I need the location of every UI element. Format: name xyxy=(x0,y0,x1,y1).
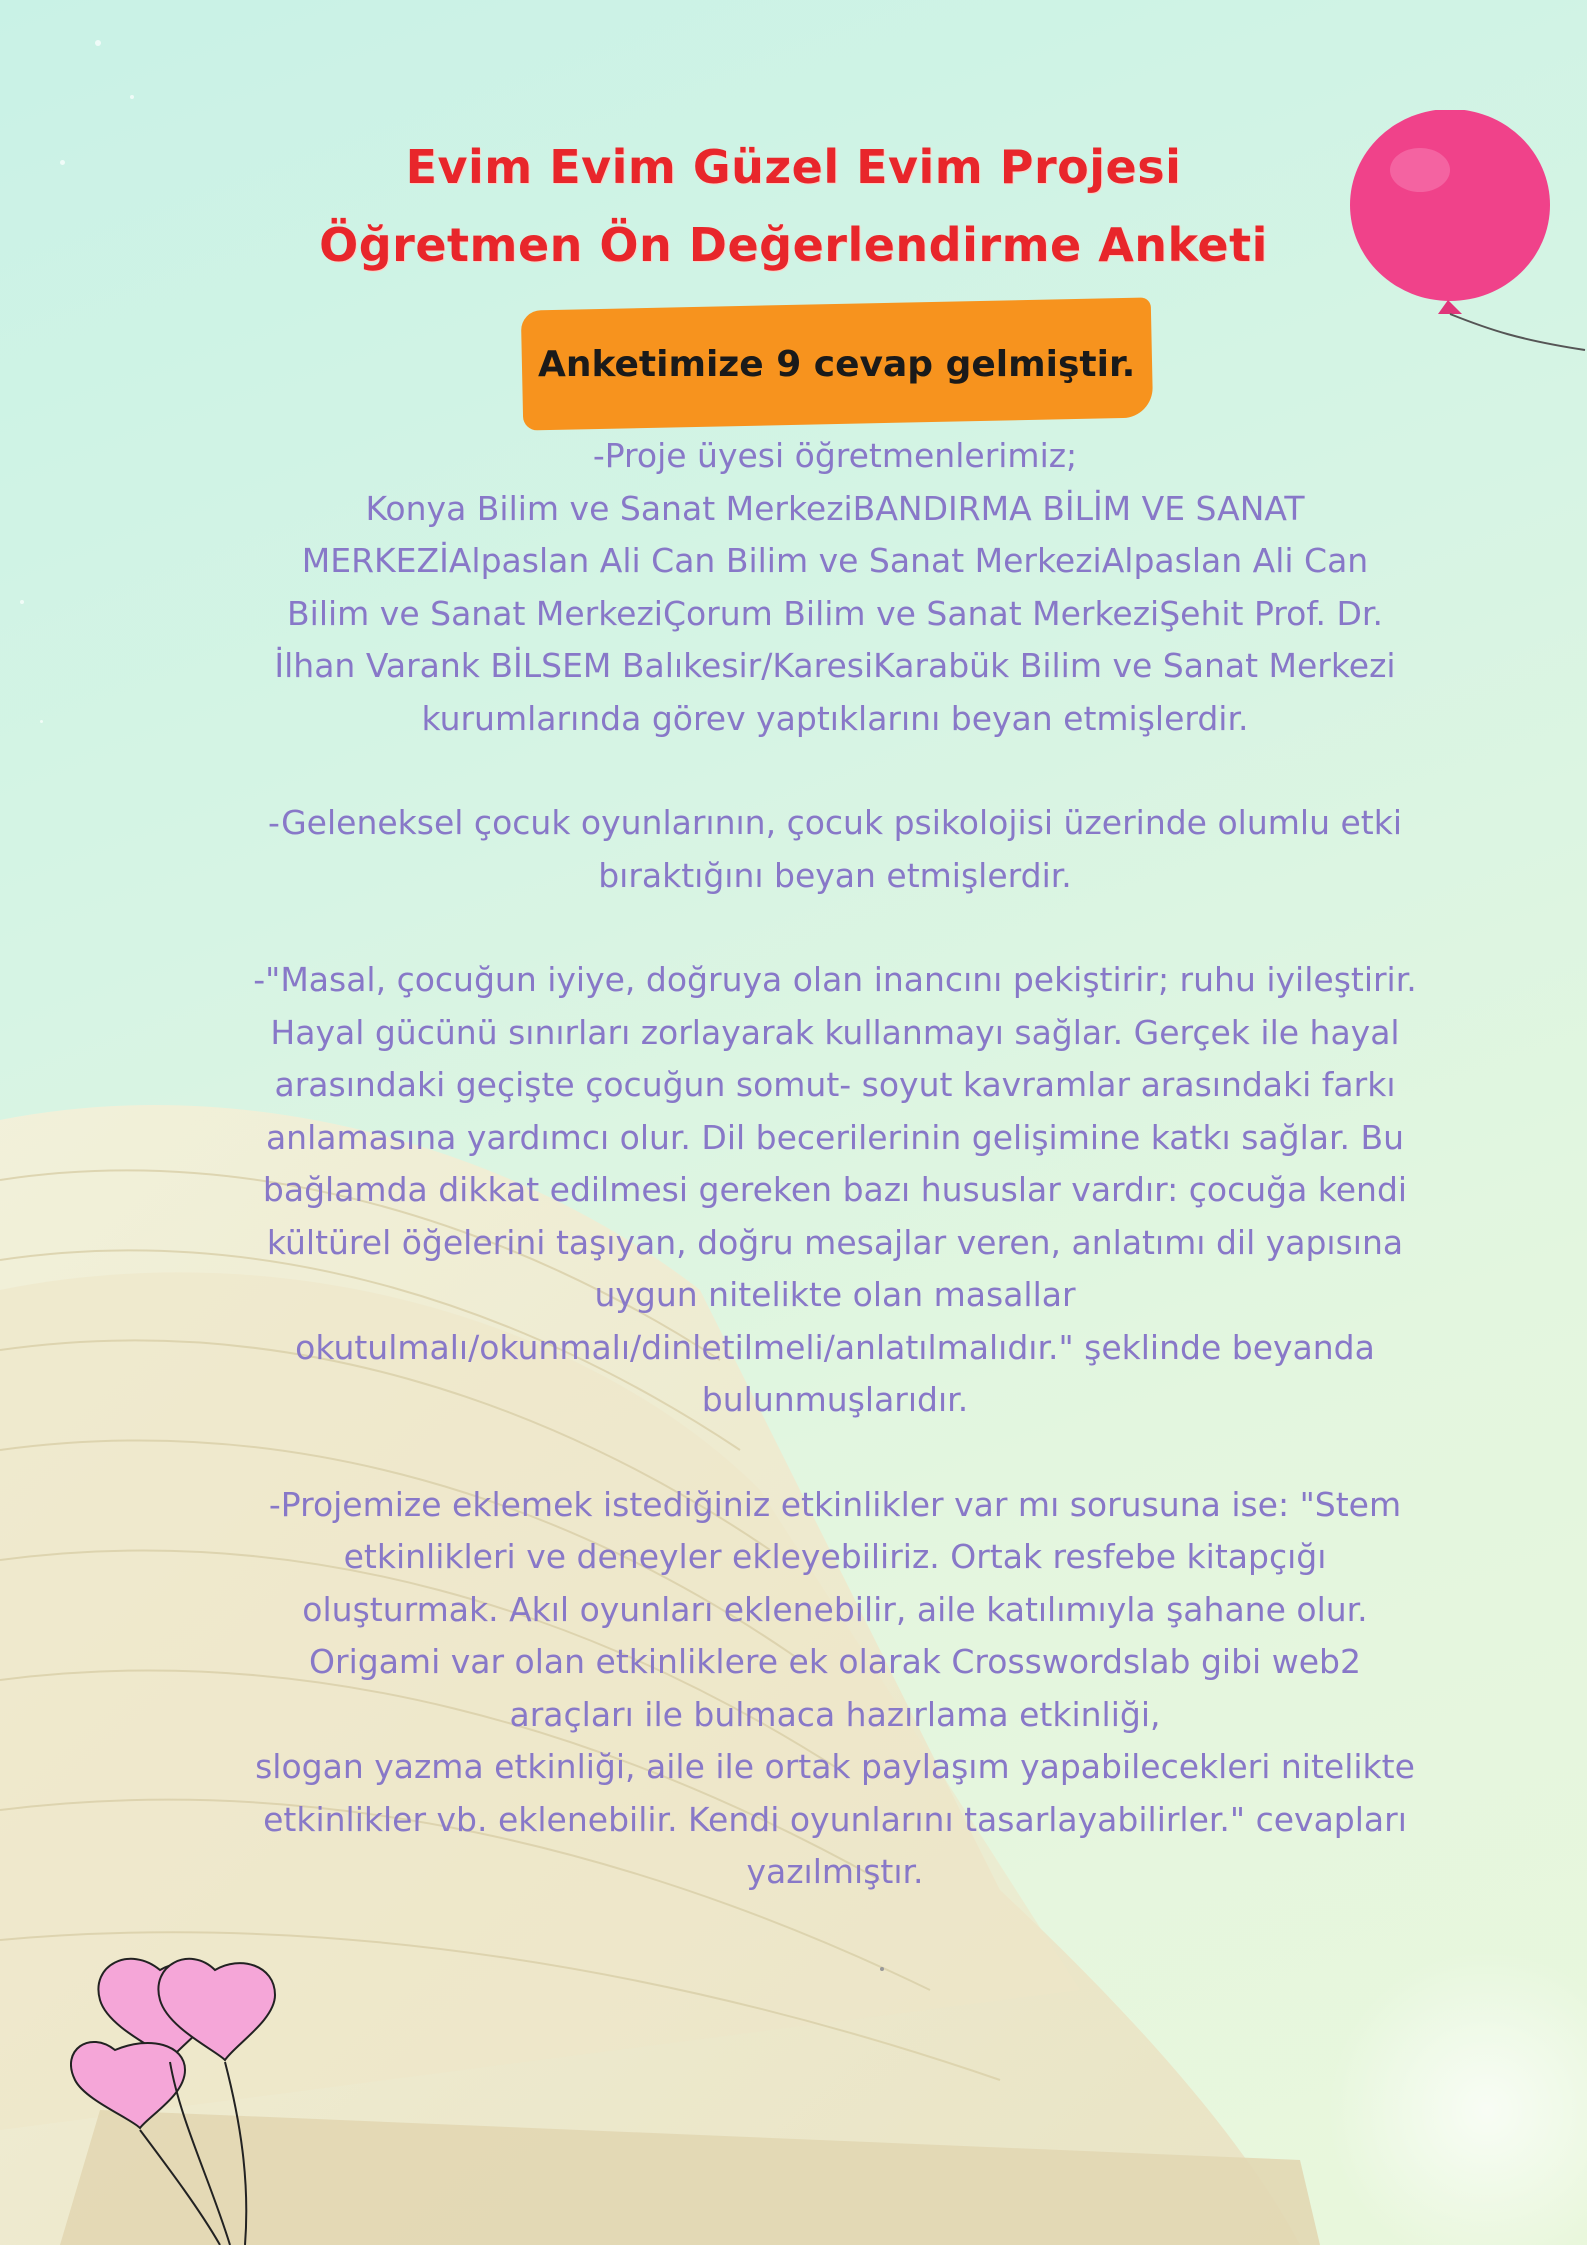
survey-summary xyxy=(185,430,1485,1951)
sparkle xyxy=(40,720,43,723)
summary-paragraph xyxy=(185,797,1485,902)
summary-line: Bilim ve Sanat MerkeziÇorum Bilim ve Sanat MerkeziŞehit Prof. Dr. xyxy=(287,593,1383,633)
summary-line: Hayal gücünü sınırları zorlayarak kullanmayı sağlar. Gerçek ile hayal xyxy=(270,1012,1400,1052)
summary-line: anlamasına yardımcı olur. Dil becerilerinin gelişimine katkı sağlar. Bu xyxy=(265,1117,1405,1157)
summary-line: yazılmıştır. xyxy=(746,1852,924,1891)
summary-line: slogan yazma etkinliği, aile ile ortak paylaşım yapabilecekleri nitelikte xyxy=(255,1747,1415,1786)
summary-line: uygun nitelikte olan masallar xyxy=(594,1275,1076,1314)
summary-line: arasındaki geçişte çocuğun somut- soyut kavramlar arasındaki farkı xyxy=(274,1065,1396,1104)
summary-line: araçları ile bulmaca hazırlama etkinliği, xyxy=(509,1694,1161,1734)
summary-line: bıraktığını beyan etmişlerdir. xyxy=(598,855,1072,895)
sparkle xyxy=(20,600,24,604)
summary-line: -"Masal, çocuğun iyiye, doğruya olan inancını pekiştirir; ruhu iyileştirir. xyxy=(253,960,1417,999)
summary-line: -Geleneksel çocuk oyunlarının, çocuk psikolojisi üzerinde olumlu etki xyxy=(267,803,1402,842)
summary-line: oluşturmak. Akıl oyunları eklenebilir, aile katılımıyla şahane olur. xyxy=(302,1589,1368,1629)
summary-line: etkinlikler vb. eklenebilir. Kendi oyunlarını tasarlayabilirler." cevapları xyxy=(263,1799,1407,1839)
summary-line: İlhan Varank BİLSEM Balıkesir/KaresiKarabük Bilim ve Sanat Merkezi xyxy=(274,646,1396,685)
summary-line: kültürel öğelerini taşıyan, doğru mesajlar veren, anlatımı dil yapısına xyxy=(266,1222,1404,1262)
heart-balloons-icon xyxy=(70,1950,330,2245)
summary-line: Konya Bilim ve Sanat MerkeziBANDIRMA BİLİM VE SANAT xyxy=(365,488,1305,528)
summary-line: okutulmalı/okunmalı/dinletilmeli/anlatılmalıdır." şeklinde beyanda xyxy=(295,1327,1375,1367)
page-title-line-1: Evim Evim Güzel Evim Projesi xyxy=(405,140,1182,194)
summary-paragraph xyxy=(185,954,1485,1427)
page-title-line-2: Öğretmen Ön Değerlendirme Anketi xyxy=(319,218,1268,272)
summary-line: bulunmuşlarıdır. xyxy=(701,1380,969,1419)
summary-line: MERKEZİAlpaslan Ali Can Bilim ve Sanat MerkeziAlpaslan Ali Can xyxy=(301,541,1369,580)
dot xyxy=(880,1967,884,1971)
summary-paragraph xyxy=(185,1479,1485,1899)
summary-line: bağlamda dikkat edilmesi gereken bazı hususlar vardır: çocuğa kendi xyxy=(262,1170,1408,1209)
response-count-text: Anketimize 9 cevap gelmiştir. xyxy=(538,343,1136,385)
sparkle xyxy=(95,40,101,46)
response-count-badge xyxy=(521,297,1153,430)
summary-line: kurumlarında görev yaptıklarını beyan etmişlerdir. xyxy=(421,698,1249,738)
summary-paragraph xyxy=(185,430,1485,745)
sparkle xyxy=(130,95,134,99)
summary-line: Origami var olan etkinliklere ek olarak Crosswordslab gibi web2 xyxy=(309,1642,1361,1681)
summary-line: etkinlikleri ve deneyler ekleyebiliriz. Ortak resfebe kitapçığı xyxy=(343,1537,1327,1576)
summary-line: -Projemize eklemek istediğiniz etkinlikler var mı sorusuna ise: "Stem xyxy=(268,1484,1402,1524)
summary-line: -Proje üyesi öğretmenlerimiz; xyxy=(592,436,1078,475)
